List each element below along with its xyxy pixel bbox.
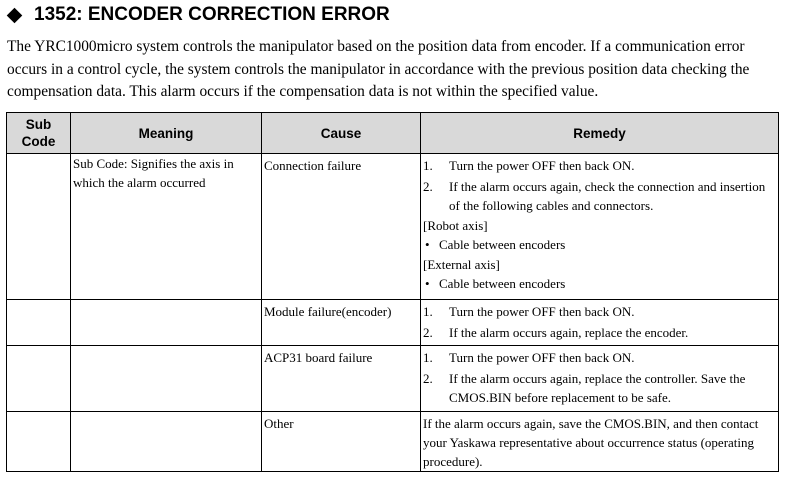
step-text: Turn the power OFF then back ON. (449, 304, 635, 319)
table-row (7, 154, 779, 300)
meaning-cell: Sub Code: Signifies the axis in which the alarm occurred (71, 154, 262, 300)
remedy-cell (421, 346, 779, 412)
alarm-title: 1352: ENCODER CORRECTION ERROR (34, 4, 390, 25)
remedy-step (423, 323, 776, 342)
table-header-row (7, 113, 779, 154)
remedy-step (423, 348, 776, 367)
step-text: If the alarm occurs again, replace the controller. Save the CMOS.BIN before replacement to be safe. (449, 371, 746, 405)
sub-code-cell (7, 300, 71, 346)
step-text: If the alarm occurs again, check the connection and insertion of the following cables and connectors. (449, 179, 766, 213)
cause-cell: ACP31 board failure (262, 346, 421, 412)
step-number: 1. (423, 350, 433, 365)
bullet-item (423, 235, 776, 254)
group-heading: [External axis] (423, 257, 500, 272)
step-number: 2. (423, 371, 433, 386)
external-axis-group (423, 255, 776, 293)
header-meaning: Meaning (71, 113, 262, 154)
header-remedy: Remedy (421, 113, 779, 154)
cause-cell: Module failure(encoder) (262, 300, 421, 346)
step-text: If the alarm occurs again, replace the encoder. (449, 325, 689, 340)
step-number: 2. (423, 179, 433, 194)
sub-code-cell (7, 346, 71, 412)
sub-code-cell (7, 412, 71, 472)
meaning-cell (71, 300, 262, 346)
remedy-step (423, 302, 776, 321)
remedy-text: If the alarm occurs again, save the CMOS.BIN, and then contact your Yaskawa representative about occurrence status (operating procedure). (423, 416, 759, 469)
remedy-step (423, 369, 776, 407)
bullet-text: Cable between encoders (439, 237, 566, 252)
bullet-icon: • (425, 237, 430, 252)
bullet-text: Cable between encoders (439, 276, 566, 291)
table-row (7, 412, 779, 472)
remedy-cell (421, 412, 779, 472)
remedy-cell (421, 300, 779, 346)
header-sub-code (7, 113, 71, 154)
meaning-cell (71, 346, 262, 412)
step-number: 2. (423, 325, 433, 340)
group-heading: [Robot axis] (423, 218, 488, 233)
cause-cell: Connection failure (262, 154, 421, 300)
bullet-item (423, 274, 776, 293)
diamond-bullet-icon (7, 7, 23, 23)
remedy-step (423, 156, 776, 175)
section-title (4, 2, 390, 28)
step-number: 1. (423, 304, 433, 319)
step-number: 1. (423, 158, 433, 173)
step-text: Turn the power OFF then back ON. (449, 158, 635, 173)
robot-axis-group (423, 216, 776, 254)
step-text: Turn the power OFF then back ON. (449, 350, 635, 365)
sub-code-cell (7, 154, 71, 300)
bullet-icon: • (425, 276, 430, 291)
remedy-cell (421, 154, 779, 300)
alarm-table (6, 112, 779, 472)
table-row (7, 346, 779, 412)
header-cause: Cause (262, 113, 421, 154)
remedy-step (423, 177, 776, 215)
meaning-cell (71, 412, 262, 472)
header-sub-code-label: Sub Code (21, 117, 56, 149)
cause-cell: Other (262, 412, 421, 472)
table-row (7, 300, 779, 346)
intro-paragraph: The YRC1000micro system controls the manipulator based on the position data from encoder. If a communication error occurs in a control cycle, the system controls the manipulator in accordance with the previous position data checking the compensation data. This alarm occurs if the compensation data is not within the specified value. (7, 38, 750, 100)
